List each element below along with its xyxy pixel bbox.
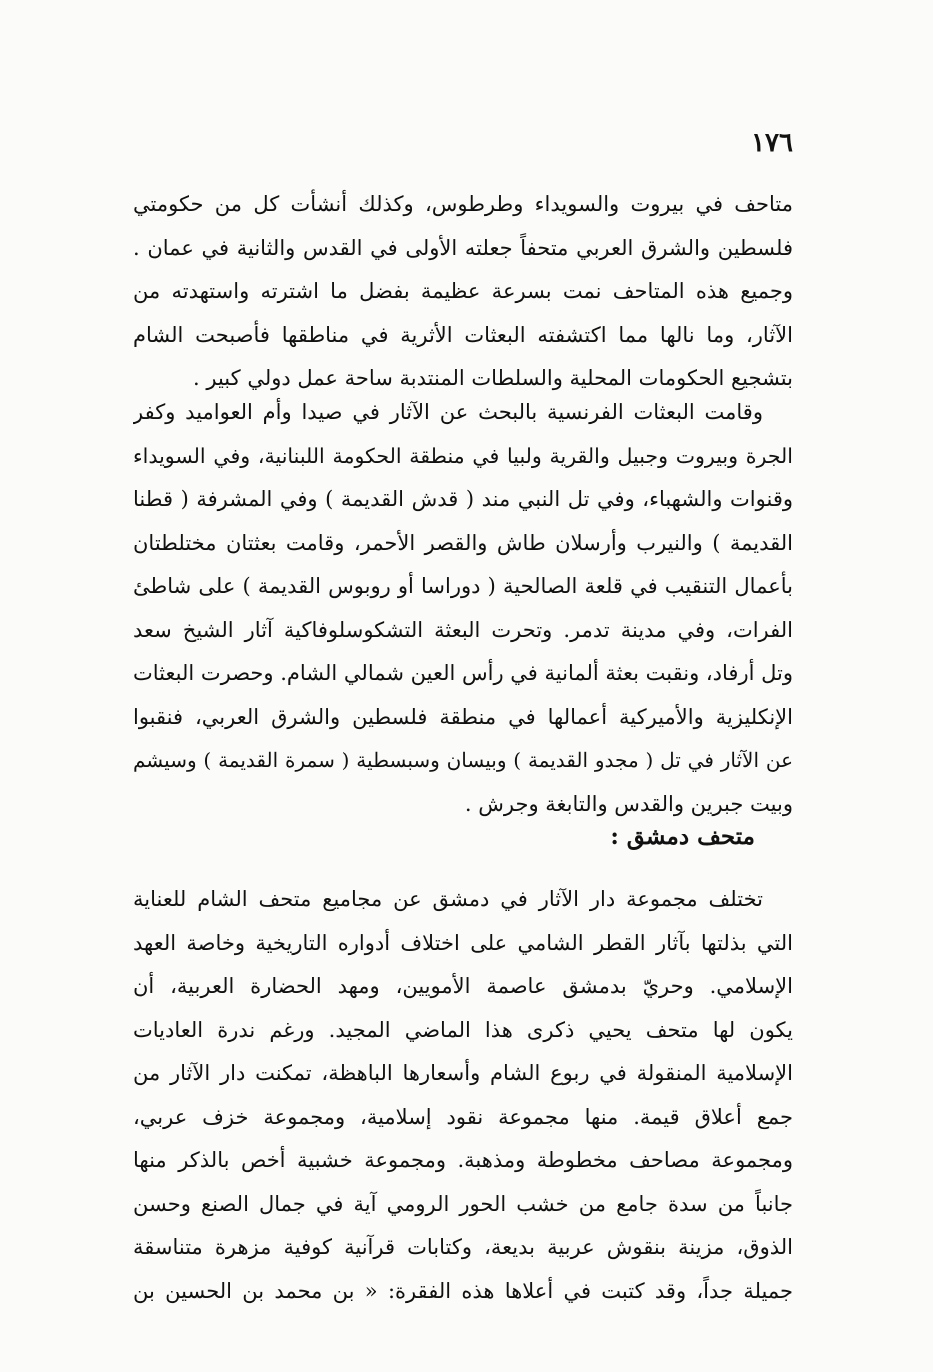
section-heading-damascus-museum: متحف دمشق : (610, 823, 755, 850)
text-line: وقامت البعثات الفرنسية بالبحث عن الآثار في صيدا وأم العواميد وكفر (133, 400, 763, 424)
text-line: جميلة جداً، وقد كتبت في أعلاها هذه الفقرة: « بن محمد بن الحسين بن (133, 1278, 793, 1303)
text-line: وجميع هذه المتاحف نمت بسرعة عظيمة بفضل ما اشترته واستهدته من (133, 279, 793, 303)
text-line: الإنكليزية والأميركية أعمالها في منطقة فلسطين والشرق العربي، فنقبوا (133, 704, 793, 729)
text-line: التي بذلتها بآثار القطر الشامي على اختلاف أدواره التاريخية وخاصة العهد (133, 930, 793, 955)
text-line: وتل أرفاد، ونقبت بعثة ألمانية في رأس العين شمالي الشام. وحصرت البعثات (133, 661, 793, 685)
text-line: جانباً من سدة جامع من خشب الحور الرومي آية في جمال الصنع وحسن (133, 1191, 793, 1216)
text-line: متاحف في بيروت والسويداء وطرطوس، وكذلك أنشأت كل من حكومتي (133, 192, 793, 216)
paragraph-damascus-museum (133, 878, 793, 1313)
text-line: الإسلامية المنقولة في ربوع الشام وأسعارها الباهظة، تمكنت دار الآثار من (133, 1061, 793, 1085)
page-number: ١٧٦ (751, 128, 793, 158)
text-line: وبيت جبرين والقدس والتابغة وجرش . (464, 791, 793, 816)
text-line: الذوق، مزينة بنقوش عربية بديعة، وكتابات قرآنية كوفية مزهرة متناسقة (133, 1235, 793, 1259)
text-line: القديمة ) والنيرب وأرسلان طاش والقصر الأحمر، وقامت بعثتان مختلطتان (133, 530, 793, 555)
text-line: الإسلامي. وحريّ بدمشق عاصمة الأمويين، ومهد الحضارة العربية، أن (133, 974, 793, 998)
text-line: الفرات، وفي مدينة تدمر. وتحرت البعثة التشكوسلوفاكية آثار الشيخ سعد (133, 617, 793, 642)
text-line: تختلف مجموعة دار الآثار في دمشق عن مجاميع متحف الشام للعناية (133, 887, 763, 911)
text-line: ومجموعة مصاحف مخطوطة ومذهبة. ومجموعة خشبية أخص بالذكر منها (133, 1148, 793, 1172)
text-line: الجرة وبيروت وجبيل والقرية ولبيا في منطقة الحكومة اللبنانية، وفي السويداء (133, 443, 793, 468)
text-line: بأعمال التنقيب في قلعة الصالحية ( دوراسا أو روبوس القديمة ) على شاطئ (133, 574, 793, 598)
paragraph-excavation-missions (133, 391, 793, 826)
paragraph-museums-established (133, 183, 793, 401)
text-line: وقنوات والشهباء، وفي تل النبي مند ( قدش القديمة ) وفي المشرفة ( قطنا (133, 487, 793, 511)
text-line: بتشجيع الحكومات المحلية والسلطات المنتدبة ساحة عمل دولي كبير . (193, 366, 793, 390)
text-line: فلسطين والشرق العربي متحفاً جعلته الأولى في القدس والثانية في عمان . (133, 235, 793, 260)
text-line: الآثار، وما نالها مما اكتشفته البعثات الأثرية في مناطقها فأصبحت الشام (133, 322, 793, 347)
text-line: جمع أعلاق قيمة. منها مجموعة نقود إسلامية، ومجموعة خزف عربي، (133, 1104, 793, 1129)
text-line: عن الآثار في تل ( مجدو القديمة ) وبيسان وسبسطية ( سمرة القديمة ) وسيشم (133, 748, 793, 772)
text-line: يكون لها متحف يحيي ذكرى هذا الماضي المجيد. ورغم ندرة العاديات (133, 1017, 793, 1042)
